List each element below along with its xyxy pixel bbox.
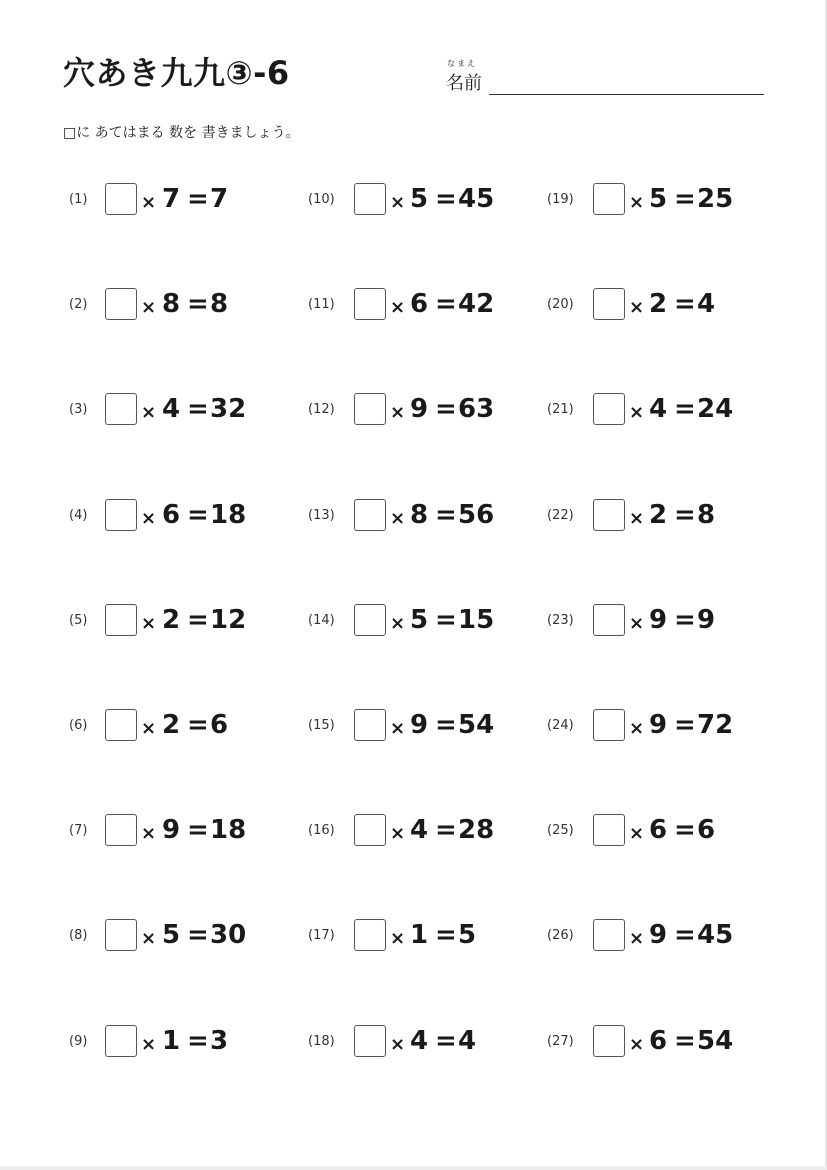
equals-sign: = — [435, 605, 457, 635]
worksheet-title: 穴あき九九③-6 — [63, 54, 290, 92]
product-value: 45 — [458, 184, 495, 214]
problem-item — [547, 286, 767, 326]
product-value: 24 — [697, 394, 734, 424]
equals-sign: = — [187, 184, 209, 214]
problem-number: (12) — [308, 402, 335, 417]
problem-item — [308, 707, 528, 747]
equals-sign: = — [187, 289, 209, 319]
problem-item — [308, 497, 528, 537]
answer-box[interactable] — [354, 499, 386, 531]
problem-number: (21) — [547, 402, 574, 417]
problem-number: (18) — [308, 1034, 335, 1049]
problem-number: (11) — [308, 297, 335, 312]
equals-sign: = — [435, 920, 457, 950]
times-sign: × — [141, 823, 157, 844]
answer-box[interactable] — [354, 919, 386, 951]
problem-number: (2) — [69, 297, 88, 312]
answer-box[interactable] — [593, 499, 625, 531]
product-value: 6 — [697, 815, 716, 845]
problem-number: (19) — [547, 192, 574, 207]
answer-box[interactable] — [593, 393, 625, 425]
problem-number: (15) — [308, 718, 335, 733]
multiplier-value: 6 — [649, 1026, 668, 1056]
product-value: 54 — [458, 710, 495, 740]
answer-box[interactable] — [105, 288, 137, 320]
times-sign: × — [629, 613, 645, 634]
equals-sign: = — [187, 605, 209, 635]
answer-box[interactable] — [593, 919, 625, 951]
problem-item — [63, 181, 283, 221]
times-sign: × — [390, 928, 406, 949]
times-sign: × — [390, 613, 406, 634]
problem-number: (7) — [69, 823, 88, 838]
times-sign: × — [629, 1034, 645, 1055]
product-value: 3 — [210, 1026, 229, 1056]
times-sign: × — [141, 297, 157, 318]
problem-item — [547, 707, 767, 747]
multiplier-value: 4 — [649, 394, 668, 424]
times-sign: × — [141, 928, 157, 949]
problem-number: (6) — [69, 718, 88, 733]
answer-box[interactable] — [105, 393, 137, 425]
multiplier-value: 6 — [649, 815, 668, 845]
product-value: 8 — [210, 289, 229, 319]
equals-sign: = — [674, 920, 696, 950]
times-sign: × — [390, 718, 406, 739]
multiplier-value: 9 — [410, 710, 429, 740]
equals-sign: = — [435, 710, 457, 740]
equals-sign: = — [435, 394, 457, 424]
problem-item — [308, 602, 528, 642]
times-sign: × — [141, 402, 157, 423]
answer-box[interactable] — [354, 288, 386, 320]
problem-item — [308, 286, 528, 326]
product-value: 12 — [210, 605, 247, 635]
times-sign: × — [141, 192, 157, 213]
multiplier-value: 7 — [162, 184, 181, 214]
problem-number: (9) — [69, 1034, 88, 1049]
product-value: 15 — [458, 605, 495, 635]
multiplier-value: 2 — [162, 605, 181, 635]
problem-item — [547, 812, 767, 852]
multiplier-value: 2 — [162, 710, 181, 740]
answer-box[interactable] — [593, 1025, 625, 1057]
times-sign: × — [390, 192, 406, 213]
problem-number: (3) — [69, 402, 88, 417]
problem-item — [547, 391, 767, 431]
equals-sign: = — [674, 500, 696, 530]
multiplier-value: 5 — [649, 184, 668, 214]
multiplier-value: 2 — [649, 500, 668, 530]
problem-number: (5) — [69, 613, 88, 628]
problem-item — [308, 917, 528, 957]
answer-box[interactable] — [593, 709, 625, 741]
multiplier-value: 8 — [410, 500, 429, 530]
equals-sign: = — [674, 184, 696, 214]
product-value: 32 — [210, 394, 247, 424]
equals-sign: = — [187, 815, 209, 845]
answer-box[interactable] — [105, 604, 137, 636]
answer-box[interactable] — [354, 814, 386, 846]
problem-number: (17) — [308, 928, 335, 943]
problem-number: (10) — [308, 192, 335, 207]
multiplier-value: 6 — [410, 289, 429, 319]
times-sign: × — [629, 823, 645, 844]
problem-number: (13) — [308, 508, 335, 523]
problem-item — [63, 812, 283, 852]
problem-item — [547, 181, 767, 221]
multiplier-value: 9 — [649, 920, 668, 950]
problem-number: (24) — [547, 718, 574, 733]
multiplier-value: 4 — [162, 394, 181, 424]
instruction-text: □に あてはまる 数を 書きましょう。 — [63, 125, 300, 141]
problem-item — [308, 1023, 528, 1063]
problem-item — [63, 391, 283, 431]
multiplier-value: 5 — [162, 920, 181, 950]
equals-sign: = — [187, 394, 209, 424]
problem-item — [63, 497, 283, 537]
times-sign: × — [390, 1034, 406, 1055]
product-value: 56 — [458, 500, 495, 530]
times-sign: × — [390, 297, 406, 318]
product-value: 42 — [458, 289, 495, 319]
times-sign: × — [141, 508, 157, 529]
multiplier-value: 1 — [162, 1026, 181, 1056]
equals-sign: = — [435, 289, 457, 319]
product-value: 5 — [458, 920, 477, 950]
product-value: 28 — [458, 815, 495, 845]
answer-box[interactable] — [593, 183, 625, 215]
multiplier-value: 2 — [649, 289, 668, 319]
multiplier-value: 6 — [162, 500, 181, 530]
multiplier-value: 9 — [162, 815, 181, 845]
equals-sign: = — [187, 1026, 209, 1056]
answer-box[interactable] — [105, 919, 137, 951]
times-sign: × — [629, 928, 645, 949]
equals-sign: = — [187, 500, 209, 530]
equals-sign: = — [187, 710, 209, 740]
equals-sign: = — [674, 605, 696, 635]
equals-sign: = — [435, 500, 457, 530]
problem-number: (26) — [547, 928, 574, 943]
answer-box[interactable] — [354, 604, 386, 636]
problem-number: (8) — [69, 928, 88, 943]
product-value: 4 — [697, 289, 716, 319]
name-label: 名前 — [446, 73, 482, 94]
answer-box[interactable] — [354, 1025, 386, 1057]
problem-item — [63, 707, 283, 747]
times-sign: × — [629, 402, 645, 423]
product-value: 18 — [210, 500, 247, 530]
problem-number: (1) — [69, 192, 88, 207]
answer-box[interactable] — [593, 288, 625, 320]
multiplier-value: 9 — [649, 605, 668, 635]
times-sign: × — [141, 613, 157, 634]
equals-sign: = — [674, 710, 696, 740]
product-value: 4 — [458, 1026, 477, 1056]
multiplier-value: 9 — [410, 394, 429, 424]
equals-sign: = — [674, 815, 696, 845]
problem-number: (4) — [69, 508, 88, 523]
answer-box[interactable] — [593, 604, 625, 636]
product-value: 6 — [210, 710, 229, 740]
problem-item — [63, 917, 283, 957]
product-value: 72 — [697, 710, 734, 740]
times-sign: × — [141, 1034, 157, 1055]
problem-item — [547, 917, 767, 957]
problem-item — [63, 1023, 283, 1063]
product-value: 45 — [697, 920, 734, 950]
equals-sign: = — [435, 1026, 457, 1056]
problem-number: (22) — [547, 508, 574, 523]
multiplier-value: 8 — [162, 289, 181, 319]
name-ruby: なまえ — [447, 59, 477, 68]
equals-sign: = — [674, 394, 696, 424]
multiplier-value: 4 — [410, 815, 429, 845]
times-sign: × — [390, 508, 406, 529]
problem-number: (16) — [308, 823, 335, 838]
multiplier-value: 5 — [410, 605, 429, 635]
answer-box[interactable] — [105, 183, 137, 215]
problem-number: (25) — [547, 823, 574, 838]
times-sign: × — [629, 508, 645, 529]
problem-item — [308, 181, 528, 221]
problem-item — [547, 1023, 767, 1063]
problem-number: (20) — [547, 297, 574, 312]
times-sign: × — [390, 402, 406, 423]
answer-box[interactable] — [354, 393, 386, 425]
answer-box[interactable] — [593, 814, 625, 846]
problem-number: (23) — [547, 613, 574, 628]
answer-box[interactable] — [105, 1025, 137, 1057]
product-value: 30 — [210, 920, 247, 950]
problem-item — [308, 812, 528, 852]
product-value: 18 — [210, 815, 247, 845]
multiplier-value: 1 — [410, 920, 429, 950]
problem-item — [547, 602, 767, 642]
multiplier-value: 4 — [410, 1026, 429, 1056]
times-sign: × — [629, 297, 645, 318]
product-value: 9 — [697, 605, 716, 635]
times-sign: × — [629, 718, 645, 739]
times-sign: × — [629, 192, 645, 213]
equals-sign: = — [187, 920, 209, 950]
product-value: 54 — [697, 1026, 734, 1056]
multiplier-value: 5 — [410, 184, 429, 214]
problem-item — [547, 497, 767, 537]
problem-item — [63, 286, 283, 326]
answer-box[interactable] — [354, 709, 386, 741]
answer-box[interactable] — [105, 814, 137, 846]
multiplier-value: 9 — [649, 710, 668, 740]
answer-box[interactable] — [105, 709, 137, 741]
problem-item — [308, 391, 528, 431]
equals-sign: = — [674, 1026, 696, 1056]
problem-number: (27) — [547, 1034, 574, 1049]
times-sign: × — [390, 823, 406, 844]
problem-item — [63, 602, 283, 642]
product-value: 25 — [697, 184, 734, 214]
answer-box[interactable] — [105, 499, 137, 531]
problem-number: (14) — [308, 613, 335, 628]
equals-sign: = — [435, 815, 457, 845]
answer-box[interactable] — [354, 183, 386, 215]
equals-sign: = — [674, 289, 696, 319]
product-value: 8 — [697, 500, 716, 530]
product-value: 7 — [210, 184, 229, 214]
equals-sign: = — [435, 184, 457, 214]
product-value: 63 — [458, 394, 495, 424]
times-sign: × — [141, 718, 157, 739]
